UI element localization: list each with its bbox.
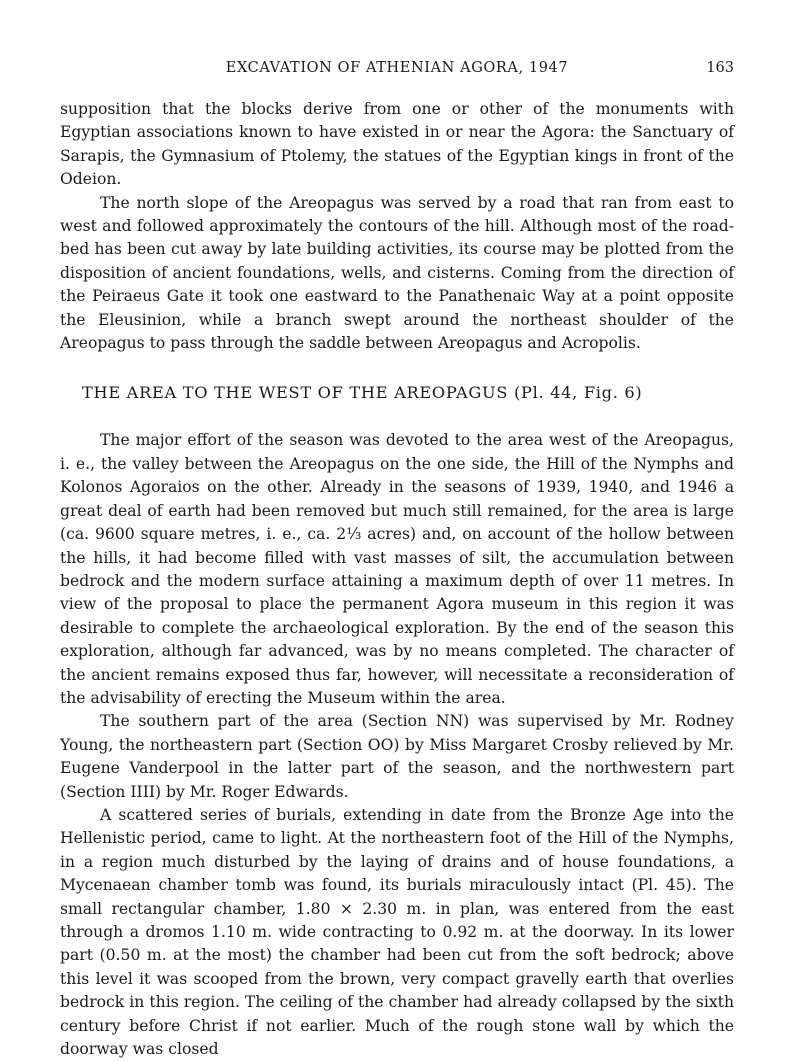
running-title: EXCAVATION OF ATHENIAN AGORA, 1947 (225, 60, 569, 76)
paragraph-supervisors: The southern part of the area (Section NN) was supervised by Mr. Rodney Young, the northeastern part (Section OO) by Miss Margaret Crosby relieved by Mr. Eugene Vanderpool in the latter part of the season, and the northwestern part (Section IIII) by Mr. Roger Edwards. (60, 712, 734, 801)
paragraph-north-slope-road: The north slope of the Areopagus was served by a road that ran from east to west and followed approximately the contours of the hill. Although most of the road-bed has been cut away by late building activities, its course may be plotted from the disposition of ancient foundations, wells, and cisterns. Coming from the direction of the Peiraeus Gate it took one eastward to the Panathenaic Way at a point opposite the Eleusinion, while a branch swept around the northeast shoulder of the Areopagus to pass through the saddle between Areopagus and Acropolis. (60, 193, 734, 353)
paragraph-major-effort: The major effort of the season was devoted to the area west of the Areopagus, i. e., the valley between the Areopagus on the one side, the Hill of the Nymphs and Kolonos Agoraios on the other. Already in the seasons of 1939, 1940, and 1946 a great deal of earth had been removed but much still remained, for the area is large (ca. 9600 square metres, i. e., ca. 2⅓ acres) and, on account of the hollow between the hills, it had become filled with vast masses of silt, the accumulation between bedrock and the modern surface attaining a maximum depth of over 11 metres. In view of the proposal to place the permanent Agora museum in this region it was desirable to complete the archaeological exploration. By the end of the season this exploration, although far advanced, was by no means completed. The character of the ancient remains exposed thus far, however, will necessitate a reconsideration of the advisability of erecting the Museum within the area. (60, 431, 734, 707)
running-head (60, 60, 734, 84)
body-text (60, 98, 734, 1061)
paragraph-burials: A scattered series of burials, extending in date from the Bronze Age into the Hellenistic period, came to light. At the northeastern foot of the Hill of the Nymphs, in a region much disturbed by the laying of drains and of house foundations, a Mycenaean chamber tomb was found, its burials miraculously intact (Pl. 45). The small rectangular chamber, 1.80 × 2.30 m. in plan, was entered from the east through a dromos 1.10 m. wide contracting to 0.92 m. at the doorway. In its lower part (0.50 m. at the most) the chamber had been cut from the soft bedrock; above this level it was scooped from the brown, very compact gravelly earth that overlies bedrock in this region. The ceiling of the chamber had already collapsed by the sixth century before Christ if not earlier. Much of the rough stone wall by which the doorway was closed (60, 805, 734, 1059)
paragraph-continuation: supposition that the blocks derive from one or other of the monuments with Egyptian associations known to have existed in or near the Agora: the Sanctuary of Sarapis, the Gymnasium of Ptolemy, the statues of the Egyptian kings in front of the Odeion. (60, 100, 734, 189)
page-number: 163 (706, 60, 734, 76)
section-heading: THE AREA TO THE WEST OF THE AREOPAGUS (Pl. 44, Fig. 6) (82, 383, 643, 403)
